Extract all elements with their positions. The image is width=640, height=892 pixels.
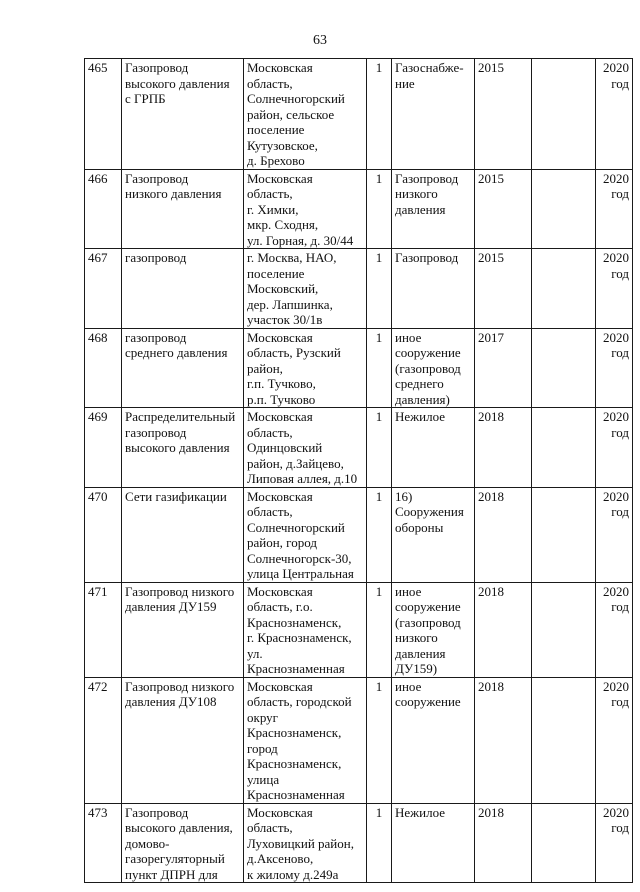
year-text: 2018 (478, 678, 504, 694)
end-year-cell (596, 803, 633, 883)
empty-cell (532, 803, 596, 883)
object-type-cell (392, 328, 475, 408)
table-row (85, 59, 633, 170)
address-text: Московская область, Солнечногорский район, город Солнечногорск-30, улица Центральная (247, 488, 354, 581)
quantity-cell (367, 677, 392, 803)
quantity-text: 1 (375, 678, 383, 694)
object-name-cell (122, 249, 244, 329)
empty-cell (532, 59, 596, 170)
year-text: 2018 (478, 488, 504, 504)
table-row (85, 487, 633, 582)
registry-table-body (85, 59, 633, 883)
end-year-cell (596, 169, 633, 249)
quantity-cell (367, 487, 392, 582)
address-cell (244, 59, 367, 170)
quantity-cell (367, 328, 392, 408)
object-name-cell (122, 487, 244, 582)
row-number-text: 469 (88, 409, 108, 424)
year-text: 2015 (478, 60, 504, 75)
year-cell (475, 328, 532, 408)
row-number-text: 466 (88, 170, 108, 186)
row-number-text: 465 (88, 60, 108, 75)
year-cell (475, 487, 532, 582)
end-year-cell (596, 249, 633, 329)
year-text: 2015 (478, 250, 504, 265)
end-year-text: 2020 год (603, 488, 629, 519)
address-text: г. Москва, НАО, поселение Московский, дер. Лапшинка, участок 30/1в (247, 250, 337, 327)
quantity-cell (367, 59, 392, 170)
year-cell (475, 59, 532, 170)
end-year-cell (596, 328, 633, 408)
table-row (85, 249, 633, 329)
year-cell (475, 249, 532, 329)
object-type-cell (392, 249, 475, 329)
row-number-cell (85, 487, 122, 582)
end-year-cell (596, 677, 633, 803)
row-number-text: 472 (88, 678, 108, 694)
table-row (85, 408, 633, 488)
object-name-text: Газопровод низкого давления ДУ108 (125, 678, 235, 709)
year-text: 2018 (478, 409, 504, 424)
quantity-cell (367, 803, 392, 883)
address-cell (244, 677, 367, 803)
empty-cell (532, 408, 596, 488)
object-type-cell (392, 487, 475, 582)
end-year-cell (596, 487, 633, 582)
quantity-text: 1 (375, 488, 383, 504)
address-cell (244, 169, 367, 249)
object-type-text: Газопровод низкого давления (395, 170, 459, 217)
quantity-cell (367, 582, 392, 677)
end-year-cell (596, 59, 633, 170)
object-name-text: Сети газификации (125, 488, 227, 504)
address-text: Московская область, Солнечногорский район, сельское поселение Кутузовское, д. Брехово (247, 60, 345, 168)
address-cell (244, 408, 367, 488)
quantity-text: 1 (375, 170, 383, 186)
row-number-text: 470 (88, 488, 108, 504)
quantity-text: 1 (375, 804, 383, 820)
table-row (85, 677, 633, 803)
quantity-text: 1 (375, 329, 383, 345)
object-type-text: 16) Сооружения обороны (395, 488, 464, 535)
registry-table (84, 58, 633, 883)
row-number-cell (85, 59, 122, 170)
object-name-cell (122, 169, 244, 249)
object-type-text: Нежилое (395, 804, 446, 820)
quantity-text: 1 (375, 60, 383, 75)
object-type-cell (392, 803, 475, 883)
end-year-text: 2020 год (603, 329, 629, 360)
object-name-text: Газопровод высокого давления с ГРПБ (125, 60, 230, 106)
object-type-text: иное сооружение (395, 678, 461, 709)
object-name-cell (122, 59, 244, 170)
object-type-text: Газоснабже- ние (395, 60, 464, 91)
end-year-cell (596, 408, 633, 488)
end-year-text: 2020 год (603, 804, 629, 835)
row-number-cell (85, 582, 122, 677)
object-name-cell (122, 328, 244, 408)
address-cell (244, 582, 367, 677)
row-number-cell (85, 408, 122, 488)
empty-cell (532, 582, 596, 677)
object-name-cell (122, 677, 244, 803)
address-text: Московская область, Луховицкий район, д.Аксеново, к жилому д.249а (247, 804, 354, 882)
object-name-cell (122, 803, 244, 883)
object-name-text: газопровод (125, 250, 187, 265)
address-cell (244, 328, 367, 408)
address-cell (244, 803, 367, 883)
row-number-text: 468 (88, 329, 108, 345)
object-name-text: Распределительный газопровод высокого давления (125, 409, 236, 455)
table-row (85, 328, 633, 408)
year-cell (475, 582, 532, 677)
address-cell (244, 249, 367, 329)
object-type-cell (392, 408, 475, 488)
year-text: 2017 (478, 329, 504, 345)
end-year-text: 2020 год (603, 678, 629, 709)
table-row (85, 169, 633, 249)
year-text: 2015 (478, 170, 504, 186)
empty-cell (532, 249, 596, 329)
object-type-text: иное сооружение (газопровод низкого давления ДУ159) (395, 583, 461, 676)
object-name-text: Газопровод низкого давления (125, 170, 222, 201)
empty-cell (532, 328, 596, 408)
empty-cell (532, 487, 596, 582)
year-cell (475, 408, 532, 488)
object-type-text: Газопровод (395, 250, 459, 265)
quantity-cell (367, 169, 392, 249)
page-number: 63 (313, 33, 327, 48)
object-name-cell (122, 582, 244, 677)
row-number-cell (85, 803, 122, 883)
address-text: Московская область, г. Химки, мкр. Сходня, ул. Горная, д. 30/44 (247, 170, 354, 248)
row-number-text: 473 (88, 804, 108, 820)
row-number-text: 471 (88, 583, 108, 599)
object-type-text: Нежилое (395, 409, 446, 424)
end-year-text: 2020 год (603, 409, 629, 440)
address-text: Московская область, Одинцовский район, д.Зайцево, Липовая аллея, д.10 (247, 409, 358, 486)
row-number-cell (85, 169, 122, 249)
year-cell (475, 169, 532, 249)
row-number-cell (85, 249, 122, 329)
table-row (85, 803, 633, 883)
year-cell (475, 677, 532, 803)
table-row (85, 582, 633, 677)
quantity-cell (367, 249, 392, 329)
end-year-text: 2020 год (603, 583, 629, 614)
address-text: Московская область, г.о. Краснознаменск, г. Краснознаменск, ул. Краснознаменная (247, 583, 352, 676)
row-number-text: 467 (88, 250, 108, 265)
end-year-cell (596, 582, 633, 677)
object-type-cell (392, 582, 475, 677)
quantity-cell (367, 408, 392, 488)
empty-cell (532, 677, 596, 803)
row-number-cell (85, 677, 122, 803)
quantity-text: 1 (375, 583, 383, 599)
end-year-text: 2020 год (603, 60, 629, 91)
quantity-text: 1 (375, 409, 383, 424)
empty-cell (532, 169, 596, 249)
object-type-cell (392, 59, 475, 170)
row-number-cell (85, 328, 122, 408)
object-type-cell (392, 169, 475, 249)
object-name-cell (122, 408, 244, 488)
year-text: 2018 (478, 583, 504, 599)
object-name-text: Газопровод высокого давления, домово- газорегуляторный пункт ДПРН для (125, 804, 233, 882)
object-name-text: газопровод среднего давления (125, 329, 228, 360)
year-cell (475, 803, 532, 883)
end-year-text: 2020 год (603, 170, 629, 201)
end-year-text: 2020 год (603, 250, 629, 281)
object-type-cell (392, 677, 475, 803)
address-text: Московская область, городской округ Краснознаменск, город Краснознаменск, улица Краснознаменная (247, 678, 352, 802)
address-cell (244, 487, 367, 582)
object-name-text: Газопровод низкого давления ДУ159 (125, 583, 235, 614)
quantity-text: 1 (375, 250, 383, 265)
address-text: Московская область, Рузский район, г.п. Тучково, р.п. Тучково (247, 329, 341, 407)
year-text: 2018 (478, 804, 504, 820)
object-type-text: иное сооружение (газопровод среднего давления) (395, 329, 461, 407)
